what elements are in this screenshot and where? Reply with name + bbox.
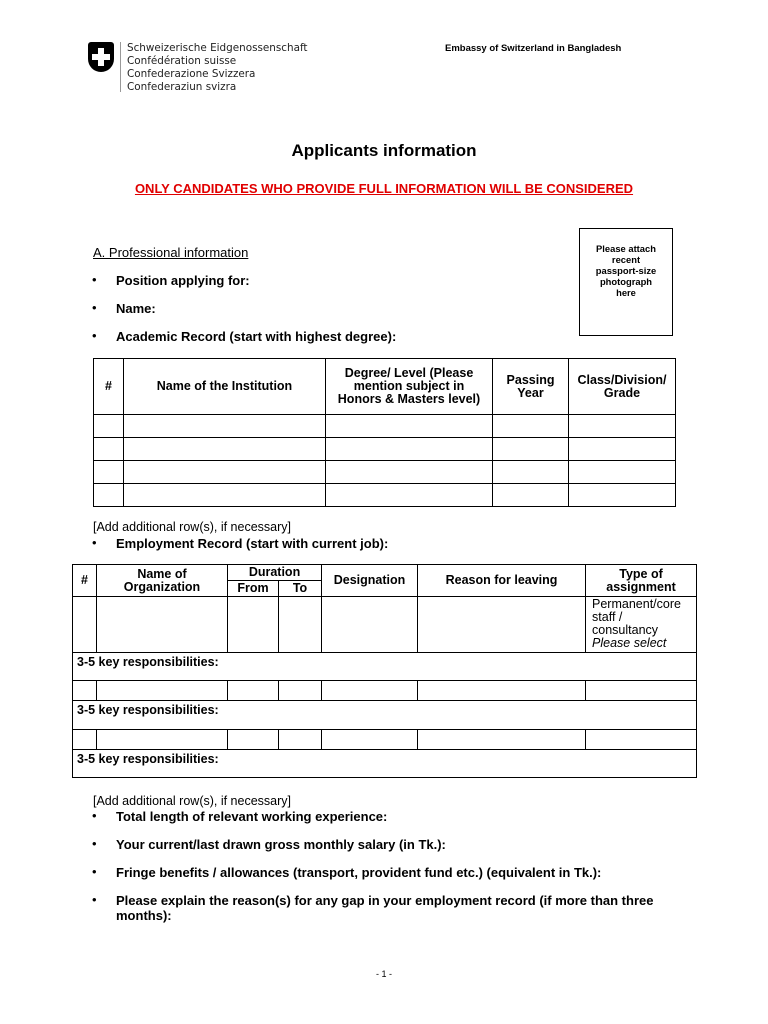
bullet-benefits-label: Fringe benefits / allowances (transport, provident fund etc.) (equivalent in Tk.):	[116, 865, 602, 880]
employment-cell[interactable]	[322, 681, 418, 701]
academic-header-year: Passing Year	[493, 359, 569, 415]
photo-line-4: photograph	[599, 276, 653, 287]
employment-cell[interactable]	[418, 730, 586, 750]
employment-header-type: Type of assignment	[586, 565, 697, 597]
employment-record-table	[72, 564, 697, 778]
photo-placeholder[interactable]	[579, 228, 673, 336]
employment-cell[interactable]	[418, 681, 586, 701]
photo-line-3: passport-size	[595, 265, 657, 276]
employment-cell[interactable]	[228, 597, 279, 653]
employment-cell[interactable]	[73, 681, 97, 701]
bullet-employment-label: Employment Record (start with current job):	[116, 536, 389, 551]
academic-row	[94, 461, 676, 484]
academic-cell[interactable]	[326, 484, 493, 507]
assignment-type-select[interactable]	[586, 597, 697, 653]
academic-cell[interactable]	[569, 415, 676, 438]
academic-header-institution: Name of the Institution	[124, 359, 326, 415]
academic-cell[interactable]	[493, 415, 569, 438]
academic-cell[interactable]	[569, 484, 676, 507]
employment-cell[interactable]	[97, 681, 228, 701]
employment-cell[interactable]	[73, 730, 97, 750]
academic-cell[interactable]	[493, 438, 569, 461]
employment-cell[interactable]	[279, 730, 322, 750]
employment-header-duration: Duration	[228, 565, 322, 581]
confederation-line-3: Confederazione Svizzera	[127, 68, 256, 80]
employment-cell[interactable]	[279, 597, 322, 653]
employment-cell[interactable]	[97, 730, 228, 750]
employment-cell[interactable]	[73, 597, 97, 653]
employment-cell[interactable]	[322, 730, 418, 750]
academic-row	[94, 415, 676, 438]
academic-record-table	[93, 358, 676, 507]
bullet-gap-label-2: months):	[116, 908, 172, 923]
photo-line-2: recent	[611, 254, 641, 265]
photo-line-1: Please attach	[596, 243, 656, 254]
bullet-name-label: Name:	[116, 301, 156, 316]
employment-header-reason: Reason for leaving	[418, 565, 586, 597]
employment-row	[73, 681, 697, 701]
key-responsibilities-cell[interactable]: 3-5 key responsibilities:	[73, 653, 697, 681]
academic-cell[interactable]	[326, 415, 493, 438]
employment-cell[interactable]	[228, 681, 279, 701]
employment-cell[interactable]	[586, 681, 697, 701]
employment-header-designation: Designation	[322, 565, 418, 597]
academic-cell[interactable]	[493, 461, 569, 484]
academic-cell[interactable]	[124, 438, 326, 461]
academic-cell[interactable]	[94, 438, 124, 461]
academic-cell[interactable]	[326, 461, 493, 484]
photo-line-5: here	[616, 287, 636, 298]
academic-row	[94, 484, 676, 507]
academic-row	[94, 438, 676, 461]
bullet-salary-label: Your current/last drawn gross monthly salary (in Tk.):	[116, 837, 446, 852]
logo-divider	[120, 42, 121, 92]
employment-cell[interactable]	[586, 730, 697, 750]
academic-cell[interactable]	[94, 461, 124, 484]
academic-cell[interactable]	[569, 461, 676, 484]
add-rows-note-2: [Add additional row(s), if necessary]	[93, 794, 292, 808]
employment-cell[interactable]	[322, 597, 418, 653]
bullet-experience-label: Total length of relevant working experience:	[116, 809, 388, 824]
employment-header-to: To	[279, 581, 322, 597]
employment-cell[interactable]	[279, 681, 322, 701]
swiss-cross-logo-icon	[88, 42, 114, 72]
bullet-position-label: Position applying for:	[116, 273, 250, 288]
key-responsibilities-cell[interactable]: 3-5 key responsibilities:	[73, 701, 697, 730]
employment-header-from: From	[228, 581, 279, 597]
academic-cell[interactable]	[124, 461, 326, 484]
confederation-line-4: Confederaziun svizra	[127, 81, 237, 93]
employment-header-num: #	[73, 565, 97, 597]
confederation-line-1: Schweizerische Eidgenossenschaft	[127, 42, 308, 54]
academic-cell[interactable]	[94, 415, 124, 438]
employment-cell[interactable]	[228, 730, 279, 750]
key-responsibilities-cell[interactable]: 3-5 key responsibilities:	[73, 750, 697, 778]
assignment-type-text: Permanent/core staff / consultancy	[592, 597, 681, 637]
academic-cell[interactable]	[326, 438, 493, 461]
bullet-academic-label: Academic Record (start with highest degree):	[116, 329, 397, 344]
add-rows-note: [Add additional row(s), if necessary]	[93, 520, 292, 534]
employment-cell[interactable]	[418, 597, 586, 653]
assignment-type-placeholder: Please select	[592, 636, 667, 650]
academic-cell[interactable]	[124, 415, 326, 438]
academic-cell[interactable]	[493, 484, 569, 507]
page-title: Applicants information	[291, 141, 477, 160]
academic-cell[interactable]	[94, 484, 124, 507]
academic-cell[interactable]	[569, 438, 676, 461]
academic-header-num: #	[94, 359, 124, 415]
page-number: - 1 -	[375, 969, 392, 979]
academic-header-grade: Class/Division/ Grade	[569, 359, 676, 415]
academic-header-degree: Degree/ Level (Please mention subject in Honors & Masters level)	[326, 359, 493, 415]
warning-notice: ONLY CANDIDATES WHO PROVIDE FULL INFORMATION WILL BE CONSIDERED	[134, 181, 634, 196]
employment-row	[73, 597, 697, 653]
embassy-name: Embassy of Switzerland in Bangladesh	[445, 43, 622, 54]
confederation-line-2: Confédération suisse	[127, 55, 237, 67]
employment-cell[interactable]	[97, 597, 228, 653]
section-heading-professional: A. Professional information	[93, 245, 249, 260]
employment-row	[73, 730, 697, 750]
academic-cell[interactable]	[124, 484, 326, 507]
employment-header-org: Name of Organization	[97, 565, 228, 597]
bullet-gap-label: Please explain the reason(s) for any gap in your employment record (if more than three	[116, 893, 654, 908]
